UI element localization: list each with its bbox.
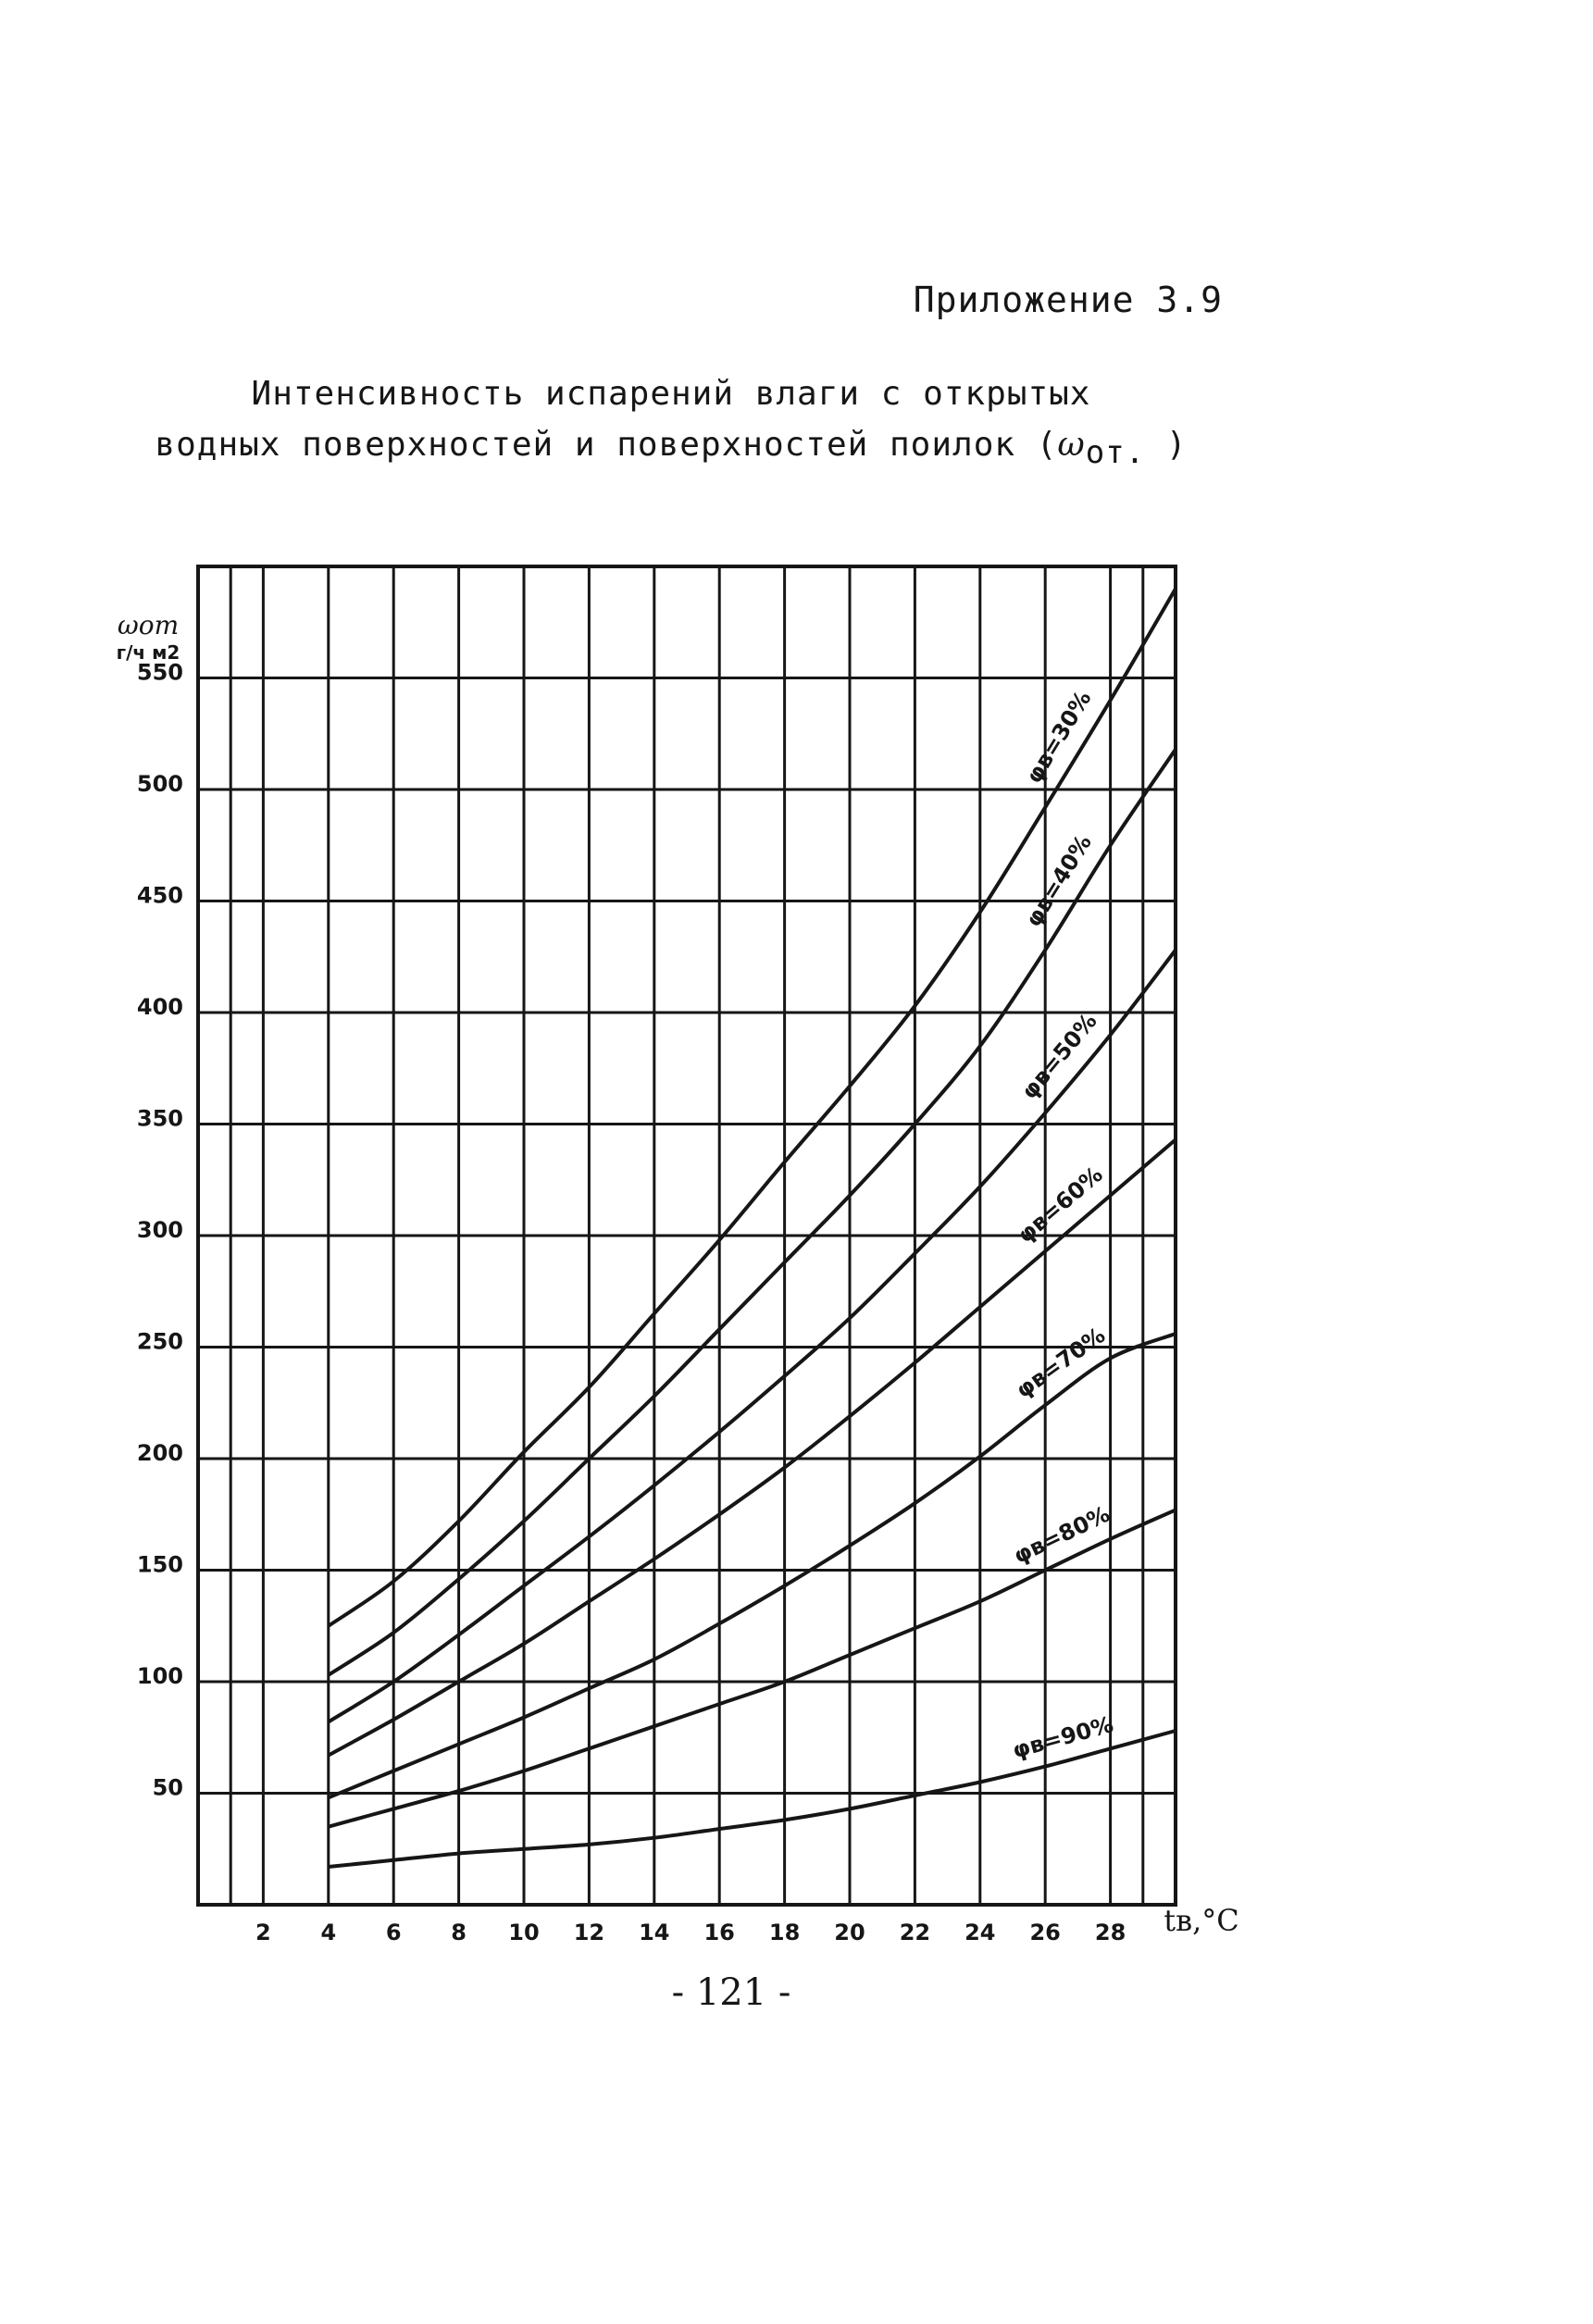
series-label: φв=80%	[1009, 1500, 1114, 1570]
y-tick-label: 150	[136, 1551, 183, 1578]
title-line-1: Интенсивность испарений влаги с открытых	[251, 375, 1091, 413]
y-tick-label: 100	[136, 1663, 183, 1689]
y-tick-label: 300	[136, 1217, 183, 1243]
y-tick-label: 400	[136, 994, 183, 1020]
omega-subscript: от.	[1085, 434, 1146, 472]
y-tick-label: 500	[136, 771, 183, 797]
x-tick-label: 26	[1029, 1920, 1061, 1945]
x-tick-label: 18	[768, 1920, 801, 1945]
x-axis-label: tв,°C	[1164, 1903, 1239, 1938]
series-label: φв=50%	[1015, 1008, 1102, 1104]
y-tick-label: 200	[136, 1440, 183, 1466]
series-label: φв=90%	[1009, 1711, 1116, 1764]
series-label: φв=70%	[1011, 1322, 1111, 1404]
chart-curve-labels	[1010, 686, 1116, 1763]
x-tick-label: 8	[451, 1920, 467, 1945]
y-axis-label: ωот	[117, 610, 180, 640]
x-tick-label: 14	[639, 1920, 670, 1945]
series-line	[329, 1139, 1176, 1755]
x-tick-label: 2	[255, 1920, 271, 1945]
x-tick-label: 10	[508, 1920, 540, 1945]
y-tick-label: 50	[152, 1774, 183, 1801]
y-tick-label: 350	[136, 1105, 183, 1132]
x-tick-label: 16	[703, 1920, 735, 1945]
omega-symbol: ω	[1057, 426, 1086, 464]
series-label: φв=40%	[1020, 829, 1097, 932]
x-tick-label: 22	[899, 1920, 931, 1945]
x-tick-label: 4	[320, 1920, 337, 1945]
y-axis-unit: г/ч м2	[116, 641, 180, 664]
x-tick-label: 28	[1094, 1920, 1126, 1945]
y-tick-label: 250	[136, 1328, 183, 1355]
x-tick-label: 6	[385, 1920, 402, 1945]
appendix-label: Приложение 3.9	[913, 280, 1223, 320]
page-number: - 121 -	[671, 1971, 791, 2014]
y-tick-label: 450	[136, 882, 183, 909]
x-tick-label: 12	[573, 1920, 605, 1945]
x-tick-label: 20	[834, 1920, 865, 1945]
series-label: φв=30%	[1020, 686, 1097, 789]
y-tick-label: 550	[136, 659, 183, 686]
series-line	[329, 1510, 1176, 1826]
title-close-paren: )	[1165, 426, 1188, 464]
x-tick-label: 24	[965, 1920, 996, 1945]
title-line-2-text: водных поверхностей и поверхностей поилок (	[155, 426, 1058, 464]
series-label: φв=60%	[1012, 1161, 1108, 1249]
